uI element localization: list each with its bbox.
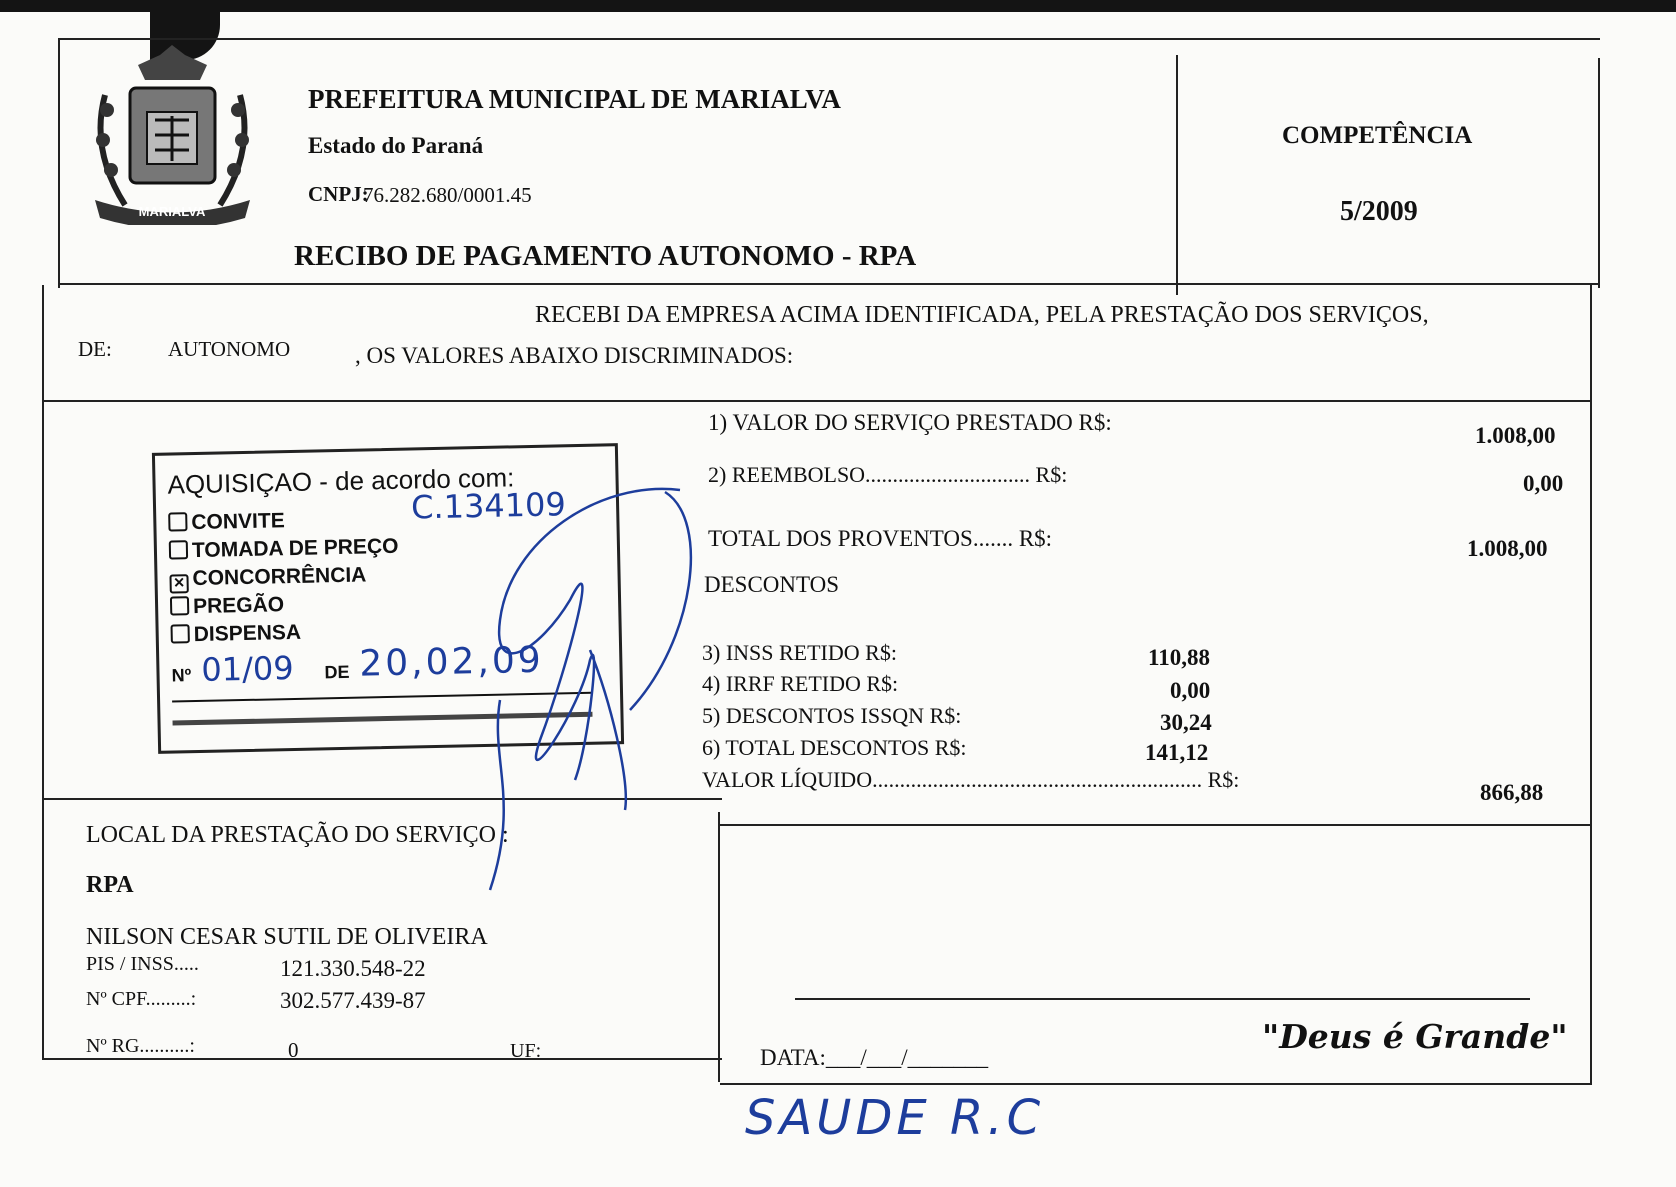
uf-label: UF: bbox=[510, 1040, 542, 1062]
handwritten-note: SAUDE R.C bbox=[745, 1090, 1045, 1146]
stamp-numero-label: Nº bbox=[171, 665, 192, 686]
receipt-line-2: , OS VALORES ABAIXO DISCRIMINADOS: bbox=[355, 343, 794, 368]
municipality-name: PREFEITURA MUNICIPAL DE MARIALVA bbox=[308, 84, 841, 114]
pis-value: 121.330.548-22 bbox=[280, 956, 426, 981]
stamp-numero: 01/09 bbox=[201, 648, 295, 689]
frame-right-lower bbox=[1590, 285, 1592, 1085]
stamp-handwritten-code: C.134109 bbox=[410, 485, 567, 527]
receipt-line-1: RECEBI DA EMPRESA ACIMA IDENTIFICADA, PELA PRESTAÇÃO DOS SERVIÇOS, bbox=[535, 302, 1429, 328]
inss-label: 3) INSS RETIDO R$: bbox=[702, 640, 897, 665]
liquido-label: VALOR LÍQUIDO............................................................ R$: bbox=[702, 767, 1240, 792]
state-name: Estado do Paraná bbox=[308, 133, 484, 158]
data-field: DATA:___/___/_______ bbox=[760, 1045, 989, 1070]
stamp-option-dispensa: DISPENSA bbox=[170, 621, 301, 648]
document-title: RECIBO DE PAGAMENTO AUTONOMO - RPA bbox=[294, 240, 917, 272]
cnpj-value: 76.282.680/0001.45 bbox=[363, 183, 532, 207]
receipt-bottom bbox=[42, 400, 1592, 402]
cpf-label: Nº CPF.........: bbox=[86, 988, 197, 1010]
motto-stamp: "Deus é Grande" bbox=[1262, 1017, 1568, 1056]
header-bottom bbox=[58, 283, 1598, 285]
stamp-option-convite: CONVITE bbox=[168, 509, 285, 535]
values-bottom-right bbox=[720, 824, 1592, 826]
stamp-option-concorrencia: ✕ CONCORRÊNCIA bbox=[169, 563, 366, 593]
frame-right bbox=[1598, 58, 1600, 288]
stamp-data: 20,02,09 bbox=[358, 639, 545, 685]
local-label: LOCAL DA PRESTAÇÃO DO SERVIÇO : bbox=[86, 822, 509, 848]
frame-left bbox=[58, 38, 60, 288]
checkbox-icon bbox=[168, 512, 187, 531]
de-label: DE: bbox=[78, 337, 112, 361]
irrf-value: 0,00 bbox=[1170, 678, 1211, 703]
competencia-value: 5/2009 bbox=[1340, 196, 1418, 227]
stamp-option-pregao: PREGÃO bbox=[170, 593, 284, 619]
de-value: AUTONOMO bbox=[168, 337, 291, 361]
total-proventos-value: 1.008,00 bbox=[1467, 536, 1548, 561]
stamp-data-label: DE bbox=[324, 661, 350, 683]
municipal-crest-icon bbox=[85, 40, 260, 225]
checkbox-icon bbox=[170, 596, 189, 615]
frame-bottom bbox=[42, 1058, 722, 1060]
cpf-value: 302.577.439-87 bbox=[280, 988, 426, 1013]
checkbox-icon bbox=[170, 624, 189, 643]
pis-label: PIS / INSS..... bbox=[86, 953, 199, 975]
irrf-label: 4) IRRF RETIDO R$: bbox=[702, 671, 899, 696]
reembolso-label: 2) REEMBOLSO.............................. R$: bbox=[708, 462, 1068, 487]
inss-value: 110,88 bbox=[1148, 645, 1210, 670]
total-descontos-label: 6) TOTAL DESCONTOS R$: bbox=[702, 735, 967, 760]
issqn-value: 30,24 bbox=[1160, 710, 1212, 735]
checkbox-icon bbox=[169, 540, 188, 559]
frame-top bbox=[60, 38, 1600, 40]
signature-line bbox=[795, 998, 1530, 1000]
servico-value: 1.008,00 bbox=[1475, 423, 1556, 448]
signature-scribble bbox=[480, 480, 740, 900]
total-descontos-value: 141,12 bbox=[1145, 740, 1209, 765]
issqn-label: 5) DESCONTOS ISSQN R$: bbox=[702, 703, 962, 728]
crest-banner: MARIALVA bbox=[138, 204, 206, 219]
descontos-label: DESCONTOS bbox=[704, 572, 840, 597]
reembolso-value: 0,00 bbox=[1523, 471, 1564, 496]
cnpj-label: CNPJ: bbox=[308, 182, 369, 206]
local-value: RPA bbox=[86, 872, 134, 898]
rg-value: 0 bbox=[288, 1038, 299, 1062]
provider-name: NILSON CESAR SUTIL DE OLIVEIRA bbox=[86, 924, 488, 950]
servico-label: 1) VALOR DO SERVIÇO PRESTADO R$: bbox=[708, 410, 1112, 435]
checked-checkbox-icon: ✕ bbox=[169, 574, 188, 593]
stamp-title: AQUISIÇAO - de acordo com: bbox=[167, 462, 515, 500]
liquido-value: 866,88 bbox=[1480, 780, 1544, 805]
frame-bottom-right bbox=[720, 1083, 1592, 1085]
header-divider bbox=[1176, 55, 1178, 295]
stamp-option-tomada: TOMADA DE PREÇO bbox=[169, 535, 399, 564]
competencia-label: COMPETÊNCIA bbox=[1282, 122, 1473, 149]
total-proventos-label: TOTAL DOS PROVENTOS....... R$: bbox=[708, 526, 1053, 551]
rg-label: Nº RG..........: bbox=[86, 1035, 195, 1057]
